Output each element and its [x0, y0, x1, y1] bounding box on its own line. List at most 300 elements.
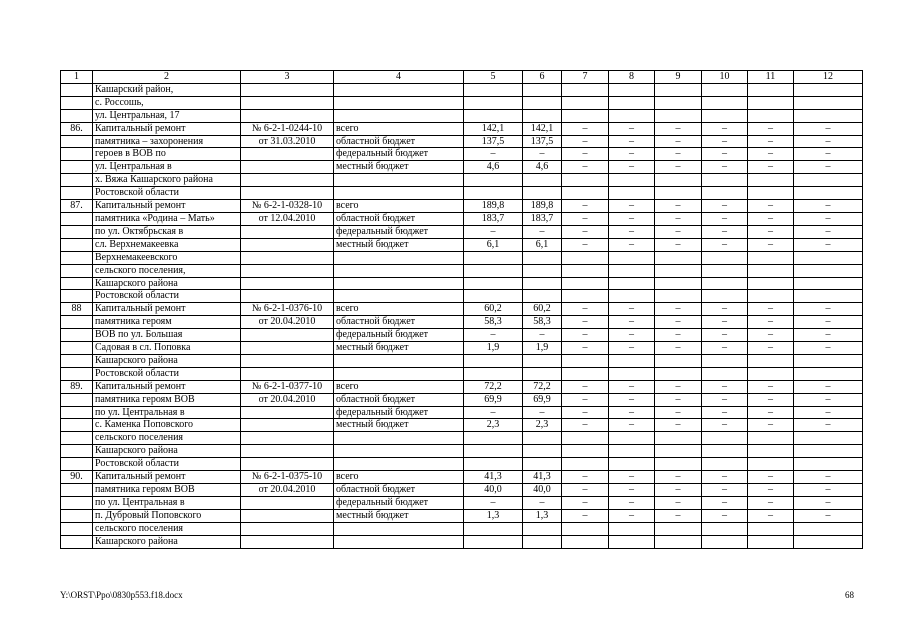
table-cell — [794, 187, 863, 200]
table-cell: 1,9 — [523, 342, 562, 355]
table-cell — [609, 109, 655, 122]
table-cell: – — [562, 380, 609, 393]
table-cell: – — [562, 393, 609, 406]
table-cell: – — [702, 303, 748, 316]
table-cell: – — [655, 484, 702, 497]
table-cell: – — [748, 200, 794, 213]
table-cell — [655, 251, 702, 264]
table-cell — [702, 432, 748, 445]
table-cell — [241, 174, 334, 187]
table-cell: – — [748, 471, 794, 484]
table-cell — [748, 290, 794, 303]
table-cell: – — [702, 419, 748, 432]
table-cell — [702, 354, 748, 367]
table-cell: Садовая в сл. Поповка — [93, 342, 241, 355]
table-cell — [464, 96, 523, 109]
table-cell: всего — [334, 471, 464, 484]
table-cell — [334, 458, 464, 471]
header-row — [61, 71, 863, 84]
table-cell: – — [562, 342, 609, 355]
table-cell: – — [794, 484, 863, 497]
table-cell — [334, 96, 464, 109]
table-cell — [609, 96, 655, 109]
table-cell: Кашарского района — [93, 445, 241, 458]
table-cell — [562, 290, 609, 303]
table-cell — [523, 187, 562, 200]
table-cell: – — [748, 135, 794, 148]
header-cell: 5 — [464, 71, 523, 84]
table-row — [61, 535, 863, 548]
table-cell — [523, 277, 562, 290]
table-cell: Кашарского района — [93, 354, 241, 367]
table-cell: – — [609, 200, 655, 213]
table-cell: – — [794, 342, 863, 355]
table-cell: № 6-2-1-0244-10 — [241, 122, 334, 135]
table-cell: Капитальный ремонт — [93, 303, 241, 316]
table-cell — [609, 354, 655, 367]
table-cell: – — [702, 316, 748, 329]
table-row — [61, 406, 863, 419]
table-cell: Ростовской области — [93, 290, 241, 303]
table-cell: – — [702, 393, 748, 406]
table-cell — [655, 109, 702, 122]
table-cell: памятника – захоронения — [93, 135, 241, 148]
table-cell: Ростовской области — [93, 367, 241, 380]
table-cell — [655, 367, 702, 380]
table-cell — [334, 174, 464, 187]
table-cell: – — [609, 342, 655, 355]
table-cell: 69,9 — [464, 393, 523, 406]
table-cell — [609, 264, 655, 277]
table-cell — [241, 342, 334, 355]
table-cell — [61, 96, 93, 109]
table-cell — [334, 354, 464, 367]
table-cell: Ростовской области — [93, 458, 241, 471]
table-cell: – — [562, 225, 609, 238]
table-row — [61, 212, 863, 225]
table-cell: областной бюджет — [334, 212, 464, 225]
table-cell — [748, 264, 794, 277]
table-row — [61, 471, 863, 484]
table-cell: по ул. Центральная в — [93, 496, 241, 509]
table-cell — [702, 187, 748, 200]
table-cell — [562, 432, 609, 445]
table-cell: сельского поселения — [93, 432, 241, 445]
table-cell — [334, 251, 464, 264]
table-cell: 87. — [61, 200, 93, 213]
table-cell — [61, 109, 93, 122]
table-cell: 6,1 — [523, 238, 562, 251]
table-cell: всего — [334, 122, 464, 135]
table-cell: 142,1 — [464, 122, 523, 135]
table-cell — [702, 83, 748, 96]
table-row — [61, 342, 863, 355]
table-cell: № 6-2-1-0377-10 — [241, 380, 334, 393]
table-cell: – — [609, 471, 655, 484]
table-cell: – — [702, 161, 748, 174]
table-cell: 90. — [61, 471, 93, 484]
table-cell — [241, 251, 334, 264]
table-cell — [61, 354, 93, 367]
table-cell: – — [609, 135, 655, 148]
table-cell — [241, 406, 334, 419]
table-row — [61, 122, 863, 135]
table-cell: федеральный бюджет — [334, 496, 464, 509]
table-row — [61, 238, 863, 251]
table-cell — [702, 290, 748, 303]
table-cell: от 20.04.2010 — [241, 484, 334, 497]
table-cell — [334, 445, 464, 458]
table-cell — [523, 109, 562, 122]
header-cell: 7 — [562, 71, 609, 84]
table-cell — [702, 522, 748, 535]
table-row — [61, 303, 863, 316]
table-cell: № 6-2-1-0375-10 — [241, 471, 334, 484]
table-cell — [609, 522, 655, 535]
table-cell: памятника «Родина – Мать» — [93, 212, 241, 225]
table-cell: 60,2 — [464, 303, 523, 316]
table-cell: – — [794, 496, 863, 509]
table-cell — [562, 96, 609, 109]
table-cell: 1,9 — [464, 342, 523, 355]
table-cell: федеральный бюджет — [334, 406, 464, 419]
table-cell: героев в ВОВ по — [93, 148, 241, 161]
table-cell — [702, 109, 748, 122]
table-cell: п. Дубровый Поповского — [93, 509, 241, 522]
table-cell: – — [748, 238, 794, 251]
table-cell: – — [655, 342, 702, 355]
table-cell: по ул. Центральная в — [93, 406, 241, 419]
table-cell — [748, 96, 794, 109]
table-row — [61, 109, 863, 122]
table-cell — [241, 238, 334, 251]
table-cell — [655, 354, 702, 367]
table-cell — [702, 251, 748, 264]
table-cell: – — [464, 496, 523, 509]
table-cell: областной бюджет — [334, 316, 464, 329]
table-cell: – — [562, 212, 609, 225]
table-cell: – — [748, 122, 794, 135]
table-row — [61, 393, 863, 406]
table-cell: 142,1 — [523, 122, 562, 135]
table-cell — [702, 174, 748, 187]
table-cell — [464, 522, 523, 535]
table-row — [61, 458, 863, 471]
table-cell: сельского поселения — [93, 522, 241, 535]
table-cell: – — [609, 212, 655, 225]
table-cell: – — [748, 161, 794, 174]
table-cell: от 31.03.2010 — [241, 135, 334, 148]
table-cell: 137,5 — [464, 135, 523, 148]
table-row — [61, 522, 863, 535]
table-cell — [523, 251, 562, 264]
table-cell — [655, 458, 702, 471]
table-cell — [241, 161, 334, 174]
table-cell: – — [794, 303, 863, 316]
table-cell: всего — [334, 303, 464, 316]
table-cell: – — [464, 148, 523, 161]
table-cell: – — [702, 471, 748, 484]
table-row — [61, 509, 863, 522]
table-row — [61, 135, 863, 148]
table-cell: – — [794, 200, 863, 213]
table-row — [61, 432, 863, 445]
table-cell — [702, 277, 748, 290]
table-cell — [241, 109, 334, 122]
table-cell — [61, 367, 93, 380]
table-cell — [609, 251, 655, 264]
table-cell: всего — [334, 200, 464, 213]
table-cell: – — [655, 380, 702, 393]
table-cell: – — [794, 238, 863, 251]
table-cell — [523, 174, 562, 187]
table-cell — [794, 367, 863, 380]
table-cell: с. Россошь, — [93, 96, 241, 109]
header-cell: 6 — [523, 71, 562, 84]
table-cell — [61, 251, 93, 264]
table-cell: – — [609, 484, 655, 497]
table-cell — [61, 148, 93, 161]
table-cell — [464, 432, 523, 445]
table-cell — [794, 277, 863, 290]
table-cell — [61, 316, 93, 329]
table-cell: – — [794, 225, 863, 238]
table-cell — [609, 174, 655, 187]
table-cell: – — [702, 342, 748, 355]
table-cell — [655, 277, 702, 290]
table-cell — [655, 445, 702, 458]
table-cell — [334, 264, 464, 277]
table-cell — [748, 174, 794, 187]
table-cell: – — [794, 122, 863, 135]
table-cell: – — [748, 419, 794, 432]
table-cell — [334, 535, 464, 548]
table-cell — [464, 187, 523, 200]
table-cell: 183,7 — [464, 212, 523, 225]
table-cell — [241, 277, 334, 290]
table-cell: – — [609, 316, 655, 329]
table-cell — [794, 83, 863, 96]
table-cell: – — [655, 406, 702, 419]
table-cell: – — [748, 303, 794, 316]
table-cell: – — [748, 329, 794, 342]
table-cell — [748, 109, 794, 122]
table-cell: – — [794, 393, 863, 406]
table-cell: – — [562, 316, 609, 329]
table-cell — [748, 277, 794, 290]
table-cell — [609, 187, 655, 200]
table-cell: 40,0 — [464, 484, 523, 497]
table-cell — [241, 419, 334, 432]
table-row — [61, 96, 863, 109]
table-cell — [702, 445, 748, 458]
table-cell — [655, 535, 702, 548]
table-cell: – — [464, 406, 523, 419]
table-cell: – — [702, 484, 748, 497]
table-cell: 4,6 — [464, 161, 523, 174]
table-cell — [523, 290, 562, 303]
table-cell: – — [655, 148, 702, 161]
table-cell: 1,3 — [464, 509, 523, 522]
table-cell — [794, 432, 863, 445]
table-cell — [523, 432, 562, 445]
table-cell — [61, 277, 93, 290]
table-cell: – — [609, 419, 655, 432]
header-cell: 8 — [609, 71, 655, 84]
table-cell: памятника героям ВОВ — [93, 484, 241, 497]
table-cell — [241, 432, 334, 445]
table-row — [61, 264, 863, 277]
table-row — [61, 225, 863, 238]
table-cell — [748, 251, 794, 264]
table-cell — [702, 96, 748, 109]
table-cell — [334, 277, 464, 290]
table-cell: – — [562, 509, 609, 522]
table-cell: – — [748, 380, 794, 393]
table-row — [61, 161, 863, 174]
table-cell — [61, 238, 93, 251]
table-row — [61, 200, 863, 213]
table-cell: – — [655, 496, 702, 509]
table-cell — [655, 187, 702, 200]
table-cell — [702, 458, 748, 471]
table-cell — [655, 174, 702, 187]
table-cell: – — [609, 406, 655, 419]
table-cell — [61, 496, 93, 509]
table-cell: 189,8 — [523, 200, 562, 213]
header-cell: 4 — [334, 71, 464, 84]
table-cell: 2,3 — [464, 419, 523, 432]
table-cell — [61, 83, 93, 96]
table-cell — [794, 522, 863, 535]
table-cell: – — [655, 329, 702, 342]
table-cell: – — [523, 148, 562, 161]
table-cell — [562, 277, 609, 290]
table-cell — [334, 367, 464, 380]
table-cell — [464, 251, 523, 264]
table-cell — [609, 445, 655, 458]
table-cell — [748, 432, 794, 445]
header-cell: 11 — [748, 71, 794, 84]
table-cell — [241, 367, 334, 380]
table-cell: – — [655, 303, 702, 316]
table-cell — [794, 174, 863, 187]
table-row — [61, 316, 863, 329]
table-cell — [523, 96, 562, 109]
table-cell — [334, 290, 464, 303]
table-cell — [562, 458, 609, 471]
table-cell — [241, 329, 334, 342]
table-cell — [655, 96, 702, 109]
table-cell — [61, 342, 93, 355]
table-cell — [241, 496, 334, 509]
table-cell — [241, 83, 334, 96]
table-cell — [609, 83, 655, 96]
table-cell: областной бюджет — [334, 484, 464, 497]
table-cell: 41,3 — [523, 471, 562, 484]
table-cell: – — [702, 212, 748, 225]
table-cell — [61, 161, 93, 174]
table-cell: федеральный бюджет — [334, 225, 464, 238]
table-cell: всего — [334, 380, 464, 393]
table-cell: – — [794, 161, 863, 174]
header-cell: 10 — [702, 71, 748, 84]
table-row — [61, 445, 863, 458]
table-cell: – — [609, 393, 655, 406]
table-cell: 137,5 — [523, 135, 562, 148]
table-cell — [241, 535, 334, 548]
table-cell — [464, 83, 523, 96]
table-cell — [609, 277, 655, 290]
table-row — [61, 380, 863, 393]
table-cell: – — [562, 122, 609, 135]
table-cell: – — [562, 303, 609, 316]
table-cell: 88 — [61, 303, 93, 316]
table-cell: – — [702, 122, 748, 135]
table-cell: – — [562, 471, 609, 484]
table-cell: – — [464, 225, 523, 238]
table-cell: местный бюджет — [334, 419, 464, 432]
table-row — [61, 290, 863, 303]
table-cell: – — [655, 419, 702, 432]
footer-file-path: Y:\ORST\Ppo\0830p553.f18.docx — [60, 590, 183, 600]
table-cell — [562, 251, 609, 264]
table-cell — [748, 445, 794, 458]
table-cell: – — [794, 212, 863, 225]
table-cell — [748, 367, 794, 380]
table-cell: – — [702, 225, 748, 238]
table-cell — [61, 432, 93, 445]
header-cell: 1 — [61, 71, 93, 84]
table-cell: – — [702, 329, 748, 342]
table-cell — [562, 174, 609, 187]
table-cell — [61, 509, 93, 522]
table-cell: 72,2 — [464, 380, 523, 393]
table-cell: – — [562, 200, 609, 213]
table-cell — [334, 187, 464, 200]
table-cell: – — [748, 148, 794, 161]
table-cell: сл. Верхнемакеевка — [93, 238, 241, 251]
table-cell — [748, 458, 794, 471]
table-cell: – — [748, 496, 794, 509]
header-cell: 2 — [93, 71, 241, 84]
table-cell — [655, 522, 702, 535]
table-cell: – — [748, 225, 794, 238]
table-cell: – — [794, 380, 863, 393]
table-cell — [748, 187, 794, 200]
table-cell: сельского поселения, — [93, 264, 241, 277]
table-cell — [241, 290, 334, 303]
table-cell — [334, 109, 464, 122]
table-cell — [562, 83, 609, 96]
table-cell: – — [562, 496, 609, 509]
table-cell — [523, 458, 562, 471]
table-cell — [702, 367, 748, 380]
table-row — [61, 484, 863, 497]
table-cell — [464, 445, 523, 458]
table-cell — [562, 522, 609, 535]
table-cell — [61, 458, 93, 471]
table-cell: ул. Центральная в — [93, 161, 241, 174]
table-cell: – — [562, 161, 609, 174]
table-cell: – — [655, 212, 702, 225]
table-cell: 4,6 — [523, 161, 562, 174]
header-cell: 12 — [794, 71, 863, 84]
table-cell: – — [562, 329, 609, 342]
table-cell — [241, 458, 334, 471]
table-cell — [241, 445, 334, 458]
table-cell: – — [794, 316, 863, 329]
